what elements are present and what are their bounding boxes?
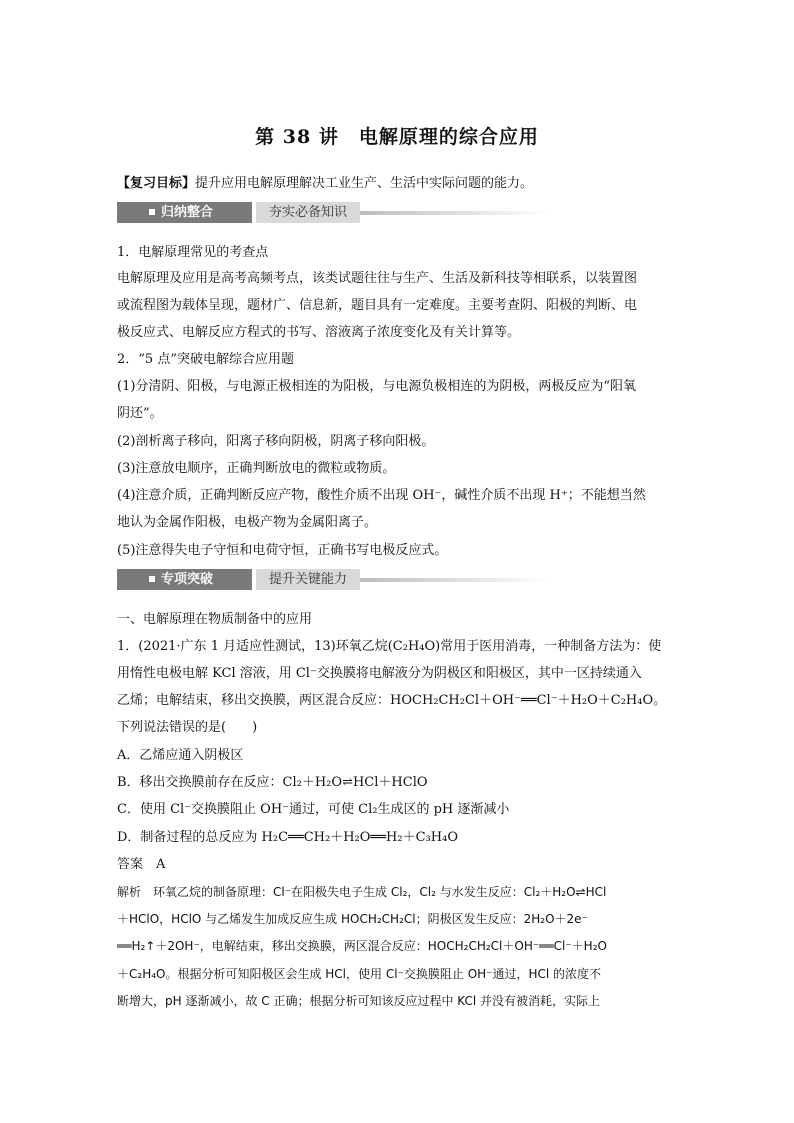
explanation-line: 解析 环氧乙烷的制备原理：Cl⁻在阳极失电子生成 Cl₂，Cl₂ 与水发生反应：Cl₂＋H₂O⇌HCl [117,885,607,899]
banner-main-label: 专项突破 [161,572,214,587]
explanation-line: ══H₂↑＋2OH⁻，电解结束，移出交换膜，两区混合反应：HOCH₂CH₂Cl＋OH⁻══Cl⁻＋H₂O [117,939,607,953]
review-goal-label: 【复习目标】 [117,176,196,191]
section-heading: 1．电解原理常见的考查点 [117,245,269,260]
paragraph-line: 阴还”。 [117,406,163,421]
question-line: 下列说法错误的是( ) [117,720,258,735]
paragraph-line: (5)注意得失电子守恒和电荷守恒，正确书写电极反应式。 [117,543,448,558]
square-icon [149,576,155,582]
banner-fade-line [360,211,550,215]
option-c: C．使用 Cl⁻交换膜阻止 OH⁻通过，可使 Cl₂生成区的 pH 逐渐减小 [117,802,510,817]
part-heading: 一、电解原理在物质制备中的应用 [117,612,313,627]
question-line: 乙烯；电解结束，移出交换膜，两区混合反应：HOCH₂CH₂Cl＋OH⁻══Cl⁻＋H₂O＋C₂H₄O。 [117,693,667,708]
section-banner-practice [117,569,429,590]
paragraph-line: 电解原理及应用是高考高频考点，该类试题往往与生产、生活及新科技等相联系，以装置图 [117,271,638,286]
banner-sub-label: 提升关键能力 [256,569,360,590]
paragraph-line: 地认为金属作阳极，电极产物为金属阳离子。 [117,515,378,530]
section-banner-summary [117,202,429,223]
banner-sub-label: 夯实必备知识 [256,202,360,223]
banner-main-label: 归纳整合 [161,205,214,220]
paragraph-line: (3)注意放电顺序，正确判断放电的微粒或物质。 [117,461,396,476]
explanation-line: 断增大，pH 逐渐减小，故 C 正确；根据分析可知该反应过程中 KCl 并没有被消耗，实际上 [117,994,601,1008]
option-d: D．制备过程的总反应为 H₂C══CH₂＋H₂O══H₂＋C₃H₄O [117,830,458,845]
page-title: 第 38 讲 电解原理的综合应用 [255,126,539,148]
paragraph-line: 或流程图为载体呈现，题材广、信息新，题目具有一定难度。主要考查阴、阳极的判断、电 [117,298,638,313]
section-heading: 2．“5 点”突破电解综合应用题 [117,352,294,367]
question-line: 1．(2021·广东 1 月适应性测试，13)环氧乙烷(C₂H₄O)常用于医用消毒，一种制备方法为：使 [117,639,662,654]
option-a: A．乙烯应通入阴极区 [117,748,244,763]
banner-fade-line [360,578,550,582]
paragraph-line: 极反应式、电解反应方程式的书写、溶液离子浓度变化及有关计算等。 [117,325,521,340]
review-goal [117,175,687,192]
question-line: 用惰性电极电解 KCl 溶液，用 Cl⁻交换膜将电解液分为阴极区和阳极区，其中一区持续通入 [117,666,642,681]
explanation-line: ＋HClO，HClO 与乙烯发生加成反应生成 HOCH₂CH₂Cl；阴极区发生反应：2H₂O＋2e⁻ [117,912,588,926]
option-b: B．移出交换膜前存在反应：Cl₂＋H₂O⇌HCl＋HClO [117,775,428,790]
explanation-line: ＋C₂H₄O。根据分析可知阳极区会生成 HCl，使用 Cl⁻交换膜阻止 OH⁻通过，HCl 的浓度不 [117,967,602,981]
paragraph-line: (4)注意介质，正确判断反应产物，酸性介质不出现 OH⁻，碱性介质不出现 H⁺；不能想当然 [117,488,646,503]
square-icon [149,209,155,215]
paragraph-line: (2)剖析离子移向，阳离子移向阴极，阴离子移向阳极。 [117,434,435,449]
answer: 答案 A [117,857,166,872]
paragraph-line: (1)分清阴、阳极，与电源正极相连的为阳极，与电源负极相连的为阴极，两极反应为“阳氧 [117,379,637,394]
review-goal-text: 提升应用电解原理解决工业生产、生活中实际问题的能力。 [195,176,534,191]
